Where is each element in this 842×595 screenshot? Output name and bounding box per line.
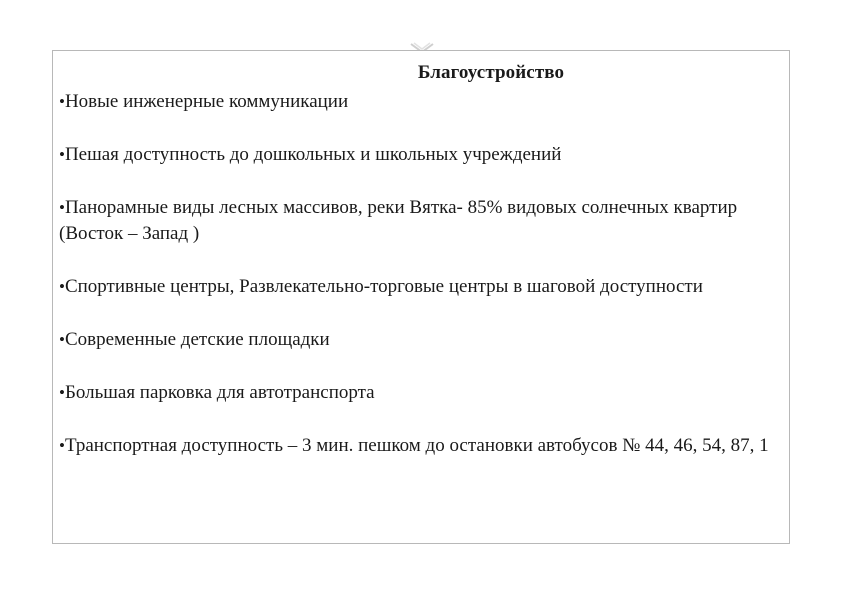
list-item-text: Пешая доступность до дошкольных и школьных учреждений bbox=[64, 144, 562, 165]
bullet-icon: • bbox=[59, 92, 65, 111]
list-item bbox=[59, 195, 785, 247]
bullet-icon: • bbox=[59, 383, 65, 402]
bullet-icon: • bbox=[59, 277, 65, 296]
bullet-icon: • bbox=[59, 145, 65, 164]
list-item bbox=[59, 380, 785, 406]
list-item-text: Современные детские площадки bbox=[64, 329, 330, 350]
list-item-text: Новые инженерные коммуникации bbox=[64, 91, 349, 112]
slide-title: Благоустройство bbox=[417, 62, 565, 83]
list-item-text: Спортивные центры, Развлекательно-торговые центры в шаговой доступности bbox=[64, 276, 703, 297]
list-item bbox=[59, 89, 785, 115]
list-item bbox=[59, 327, 785, 353]
list-item bbox=[59, 433, 785, 459]
bullet-icon: • bbox=[59, 330, 65, 349]
list-item bbox=[59, 274, 785, 300]
list-item-text: Транспортная доступность – 3 мин. пешком до остановки автобусов № 44, 46, 54, 87, 1 bbox=[64, 435, 769, 456]
list-item-text: Большая парковка для автотранспорта bbox=[64, 382, 375, 403]
list-item bbox=[59, 142, 785, 168]
list-item-text: Панорамные виды лесных массивов, реки Вятка- 85% видовых солнечных квартир (Восток – Запад ) bbox=[59, 197, 738, 244]
bullet-icon: • bbox=[59, 436, 65, 455]
slide-content-frame bbox=[52, 50, 790, 544]
bullet-icon: • bbox=[59, 198, 65, 217]
feature-bullet-list bbox=[59, 89, 785, 459]
